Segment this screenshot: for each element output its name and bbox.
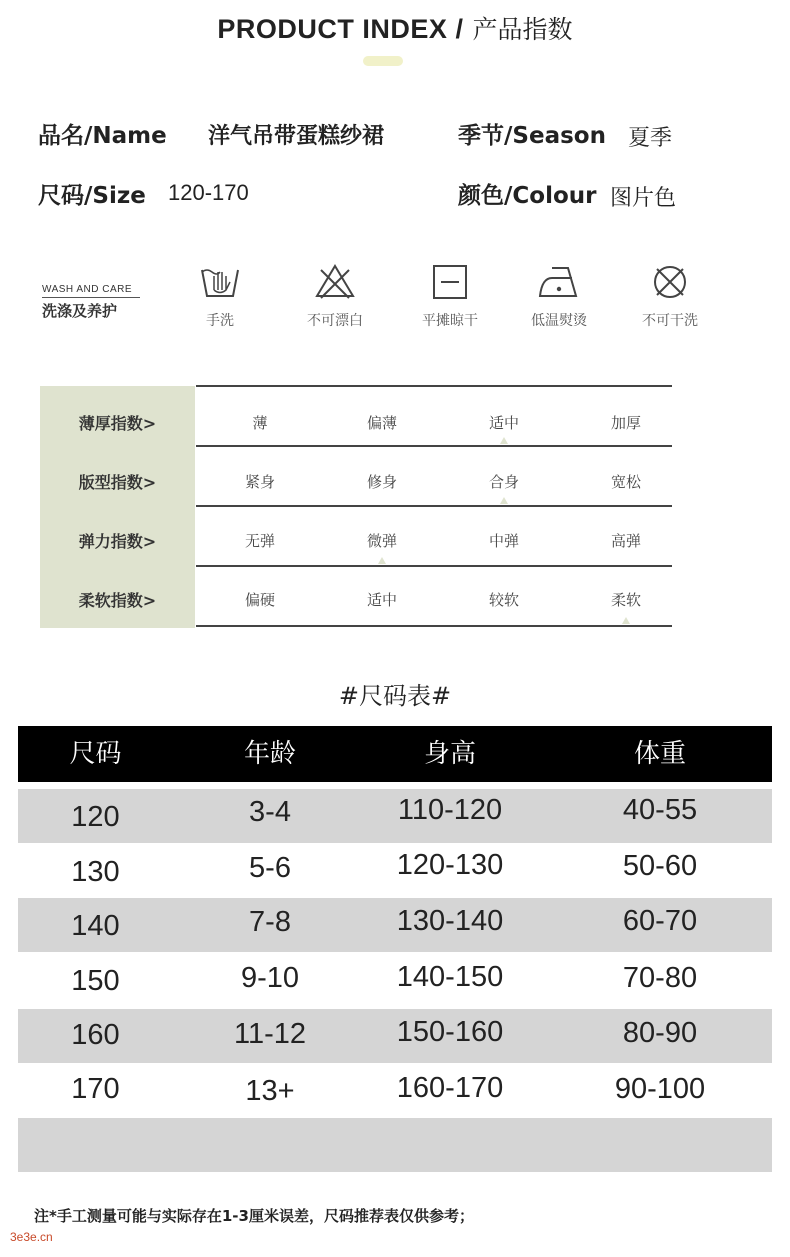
care-item-no-dry-clean bbox=[620, 262, 720, 330]
colour-value: 图片色 bbox=[610, 186, 677, 211]
watermark: 3e3e.cn bbox=[10, 1230, 53, 1244]
table-cell: 80-90 bbox=[622, 1017, 698, 1049]
name-label: 品名/Name bbox=[38, 123, 167, 149]
size-table-header-cell: 体重 bbox=[633, 739, 686, 769]
size-table-title: #尺码表# bbox=[338, 682, 452, 710]
hand-wash-icon bbox=[198, 262, 242, 302]
table-cell: 11-12 bbox=[233, 1018, 307, 1050]
care-label: 平摊晾干 bbox=[422, 313, 478, 329]
table-cell: 120 bbox=[71, 801, 120, 833]
table-cell: 7-8 bbox=[249, 906, 291, 938]
size-table-header-cell: 身高 bbox=[423, 739, 476, 769]
measurement-note: 注*手工测量可能与实际存在1-3厘米误差，尺码推荐表仅供参考； bbox=[34, 1207, 474, 1225]
index-row-label: 弹力指数> bbox=[78, 532, 157, 551]
care-label: 手洗 bbox=[206, 313, 234, 329]
table-cell: 13+ bbox=[245, 1075, 295, 1107]
care-title-cn: 洗涤及养护 bbox=[42, 302, 118, 320]
table-cell: 160-170 bbox=[396, 1072, 504, 1104]
title-cn: 产品指数 bbox=[472, 15, 573, 44]
care-title-en: WASH AND CARE bbox=[42, 284, 140, 298]
index-option: 薄 bbox=[252, 414, 268, 432]
table-cell: 170 bbox=[71, 1073, 120, 1105]
colour-label: 颜色/Colour bbox=[458, 183, 597, 209]
index-selected-marker bbox=[622, 617, 630, 624]
table-cell: 140-150 bbox=[396, 961, 504, 993]
table-cell: 110-120 bbox=[397, 794, 503, 826]
table-cell: 150 bbox=[71, 965, 120, 997]
care-label: 不可漂白 bbox=[307, 313, 363, 329]
index-option: 适中 bbox=[366, 591, 397, 609]
page-title bbox=[0, 10, 790, 46]
title-underline-decoration bbox=[363, 56, 403, 66]
table-cell: 9-10 bbox=[240, 962, 300, 994]
size-label: 尺码/Size bbox=[38, 183, 146, 209]
index-divider bbox=[196, 625, 672, 627]
table-cell: 130 bbox=[71, 856, 120, 888]
table-cell: 60-70 bbox=[622, 905, 698, 937]
index-divider bbox=[196, 385, 672, 387]
index-option: 加厚 bbox=[610, 414, 641, 432]
table-cell: 130-140 bbox=[396, 905, 504, 937]
low-iron-icon bbox=[534, 262, 584, 302]
table-cell: 5-6 bbox=[249, 852, 291, 884]
care-label: 不可干洗 bbox=[642, 313, 698, 329]
table-row-background bbox=[18, 1118, 772, 1172]
index-option: 微弹 bbox=[366, 532, 397, 550]
index-option: 偏薄 bbox=[366, 414, 397, 432]
index-divider bbox=[196, 505, 672, 507]
care-item-low-iron bbox=[509, 262, 609, 330]
table-cell: 50-60 bbox=[622, 850, 698, 882]
table-cell: 160 bbox=[71, 1019, 120, 1051]
name-value: 洋气吊带蛋糕纱裙 bbox=[208, 124, 385, 149]
index-row-label: 柔软指数> bbox=[78, 591, 157, 610]
no-bleach-icon bbox=[313, 262, 357, 302]
index-selected-marker bbox=[500, 437, 508, 444]
index-option: 高弹 bbox=[610, 532, 641, 550]
no-dry-clean-icon bbox=[648, 262, 692, 302]
table-cell: 70-80 bbox=[622, 962, 698, 994]
table-cell: 140 bbox=[71, 910, 120, 942]
index-option: 偏硬 bbox=[244, 591, 275, 609]
index-option: 宽松 bbox=[610, 473, 641, 491]
index-selected-marker bbox=[378, 557, 386, 564]
index-option: 无弹 bbox=[244, 532, 275, 550]
index-option: 紧身 bbox=[244, 473, 275, 491]
dry-flat-icon bbox=[428, 262, 472, 302]
table-cell: 120-130 bbox=[396, 849, 504, 881]
index-selected-marker bbox=[500, 497, 508, 504]
index-option: 柔软 bbox=[610, 591, 641, 609]
table-cell: 40-55 bbox=[622, 794, 698, 826]
care-item-hand-wash bbox=[170, 262, 270, 330]
size-table-header-cell: 尺码 bbox=[69, 739, 122, 769]
table-cell: 3-4 bbox=[249, 796, 291, 828]
index-divider bbox=[196, 445, 672, 447]
size-table-header-cell: 年龄 bbox=[243, 739, 296, 769]
table-cell: 90-100 bbox=[614, 1073, 706, 1105]
index-option: 合身 bbox=[488, 473, 519, 491]
index-option: 中弹 bbox=[488, 532, 519, 550]
care-title bbox=[42, 284, 140, 321]
season-value: 夏季 bbox=[628, 126, 673, 151]
index-row-label: 薄厚指数> bbox=[78, 414, 157, 433]
index-option: 适中 bbox=[488, 414, 519, 432]
care-item-no-bleach bbox=[285, 262, 385, 330]
index-divider bbox=[196, 565, 672, 567]
care-item-dry-flat bbox=[400, 262, 500, 330]
table-cell: 150-160 bbox=[396, 1016, 504, 1048]
care-label: 低温熨烫 bbox=[531, 313, 587, 329]
index-option: 修身 bbox=[366, 473, 397, 491]
season-label: 季节/Season bbox=[458, 123, 606, 149]
index-option: 较软 bbox=[488, 591, 519, 609]
index-row-label: 版型指数> bbox=[78, 473, 157, 492]
title-en: PRODUCT INDEX / bbox=[217, 14, 464, 44]
size-value: 120-170 bbox=[168, 180, 249, 205]
